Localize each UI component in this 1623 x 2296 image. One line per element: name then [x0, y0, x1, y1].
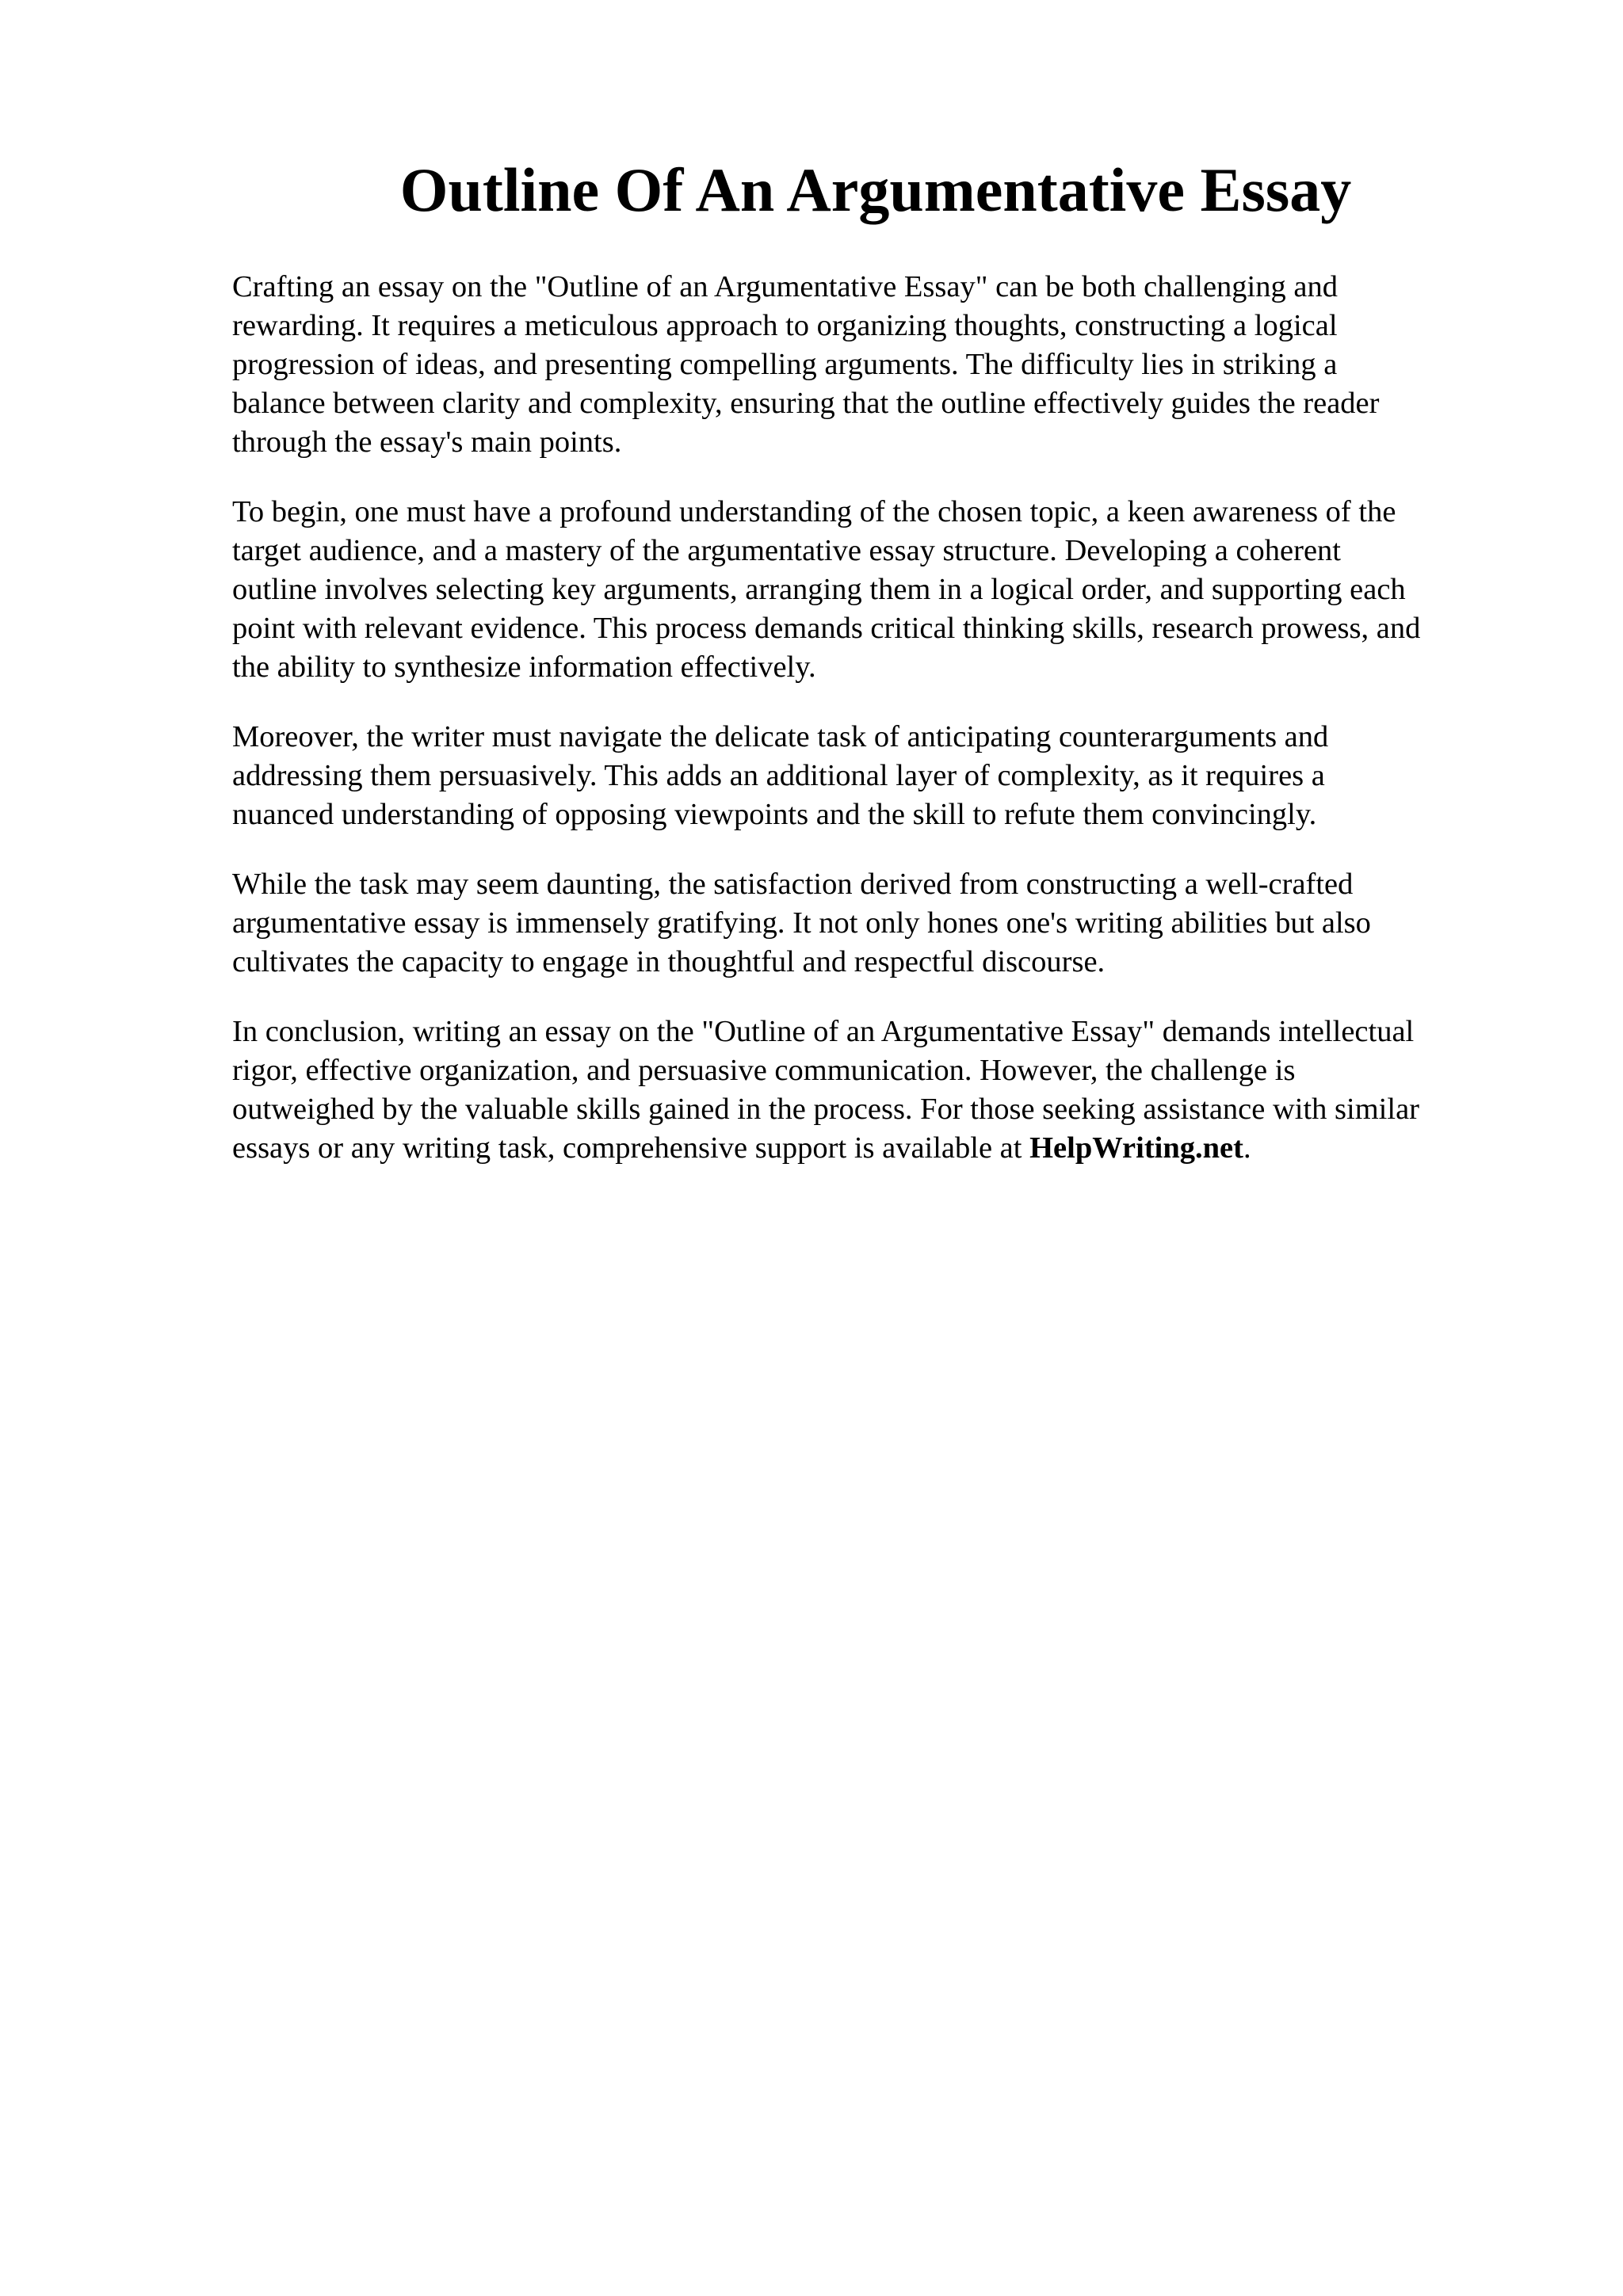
text-line: While the task may seem daunting, the satisfaction derived from constructing a well-crafted [232, 868, 1354, 901]
text-line: addressing them persuasively. This adds an additional layer of complexity, as it requires a [232, 759, 1325, 792]
helpwriting-link[interactable]: HelpWriting.net [1029, 1131, 1243, 1165]
text-line: nuanced understanding of opposing viewpoints and the skill to refute them convincingly. [232, 798, 1317, 831]
paragraph-1 [232, 268, 1548, 462]
text-line: outweighed by the valuable skills gained in the process. For those seeking assistance with similar [232, 1093, 1419, 1126]
text-line: through the essay's main points. [232, 425, 622, 459]
paragraph-2 [232, 493, 1548, 687]
text-line: Moreover, the writer must navigate the delicate task of anticipating counterarguments and [232, 720, 1329, 753]
text-line: argumentative essay is immensely gratifying. It not only hones one's writing abilities but also [232, 906, 1371, 940]
text-line: balance between clarity and complexity, ensuring that the outline effectively guides the reader [232, 387, 1380, 420]
text-line: progression of ideas, and presenting compelling arguments. The difficulty lies in striking a [232, 348, 1338, 381]
text-line: rewarding. It requires a meticulous approach to organizing thoughts, constructing a logical [232, 309, 1338, 342]
text-line: the ability to synthesize information effectively. [232, 650, 816, 684]
text-line: In conclusion, writing an essay on the "Outline of an Argumentative Essay" demands intellectual [232, 1015, 1415, 1048]
text-line-final [232, 1129, 1548, 1168]
final-line-text: essays or any writing task, comprehensive support is available at [232, 1131, 1030, 1165]
document-body [232, 268, 1548, 1199]
text-line: cultivates the capacity to engage in thoughtful and respectful discourse. [232, 945, 1106, 978]
text-line: target audience, and a mastery of the argumentative essay structure. Developing a coherent [232, 534, 1341, 567]
document-title: Outline Of An Argumentative Essay [399, 155, 1352, 224]
paragraph-5 [232, 1013, 1548, 1168]
text-line: To begin, one must have a profound understanding of the chosen topic, a keen awareness of the [232, 495, 1396, 528]
text-line: Crafting an essay on the "Outline of an Argumentative Essay" can be both challenging and [232, 270, 1338, 303]
text-line: point with relevant evidence. This process demands critical thinking skills, research prowess, and [232, 612, 1421, 645]
final-line-period: . [1243, 1131, 1251, 1165]
text-line: rigor, effective organization, and persuasive communication. However, the challenge is [232, 1054, 1296, 1087]
paragraph-4 [232, 865, 1548, 982]
paragraph-3 [232, 718, 1548, 834]
text-line: outline involves selecting key arguments, arranging them in a logical order, and supporting each [232, 573, 1406, 606]
